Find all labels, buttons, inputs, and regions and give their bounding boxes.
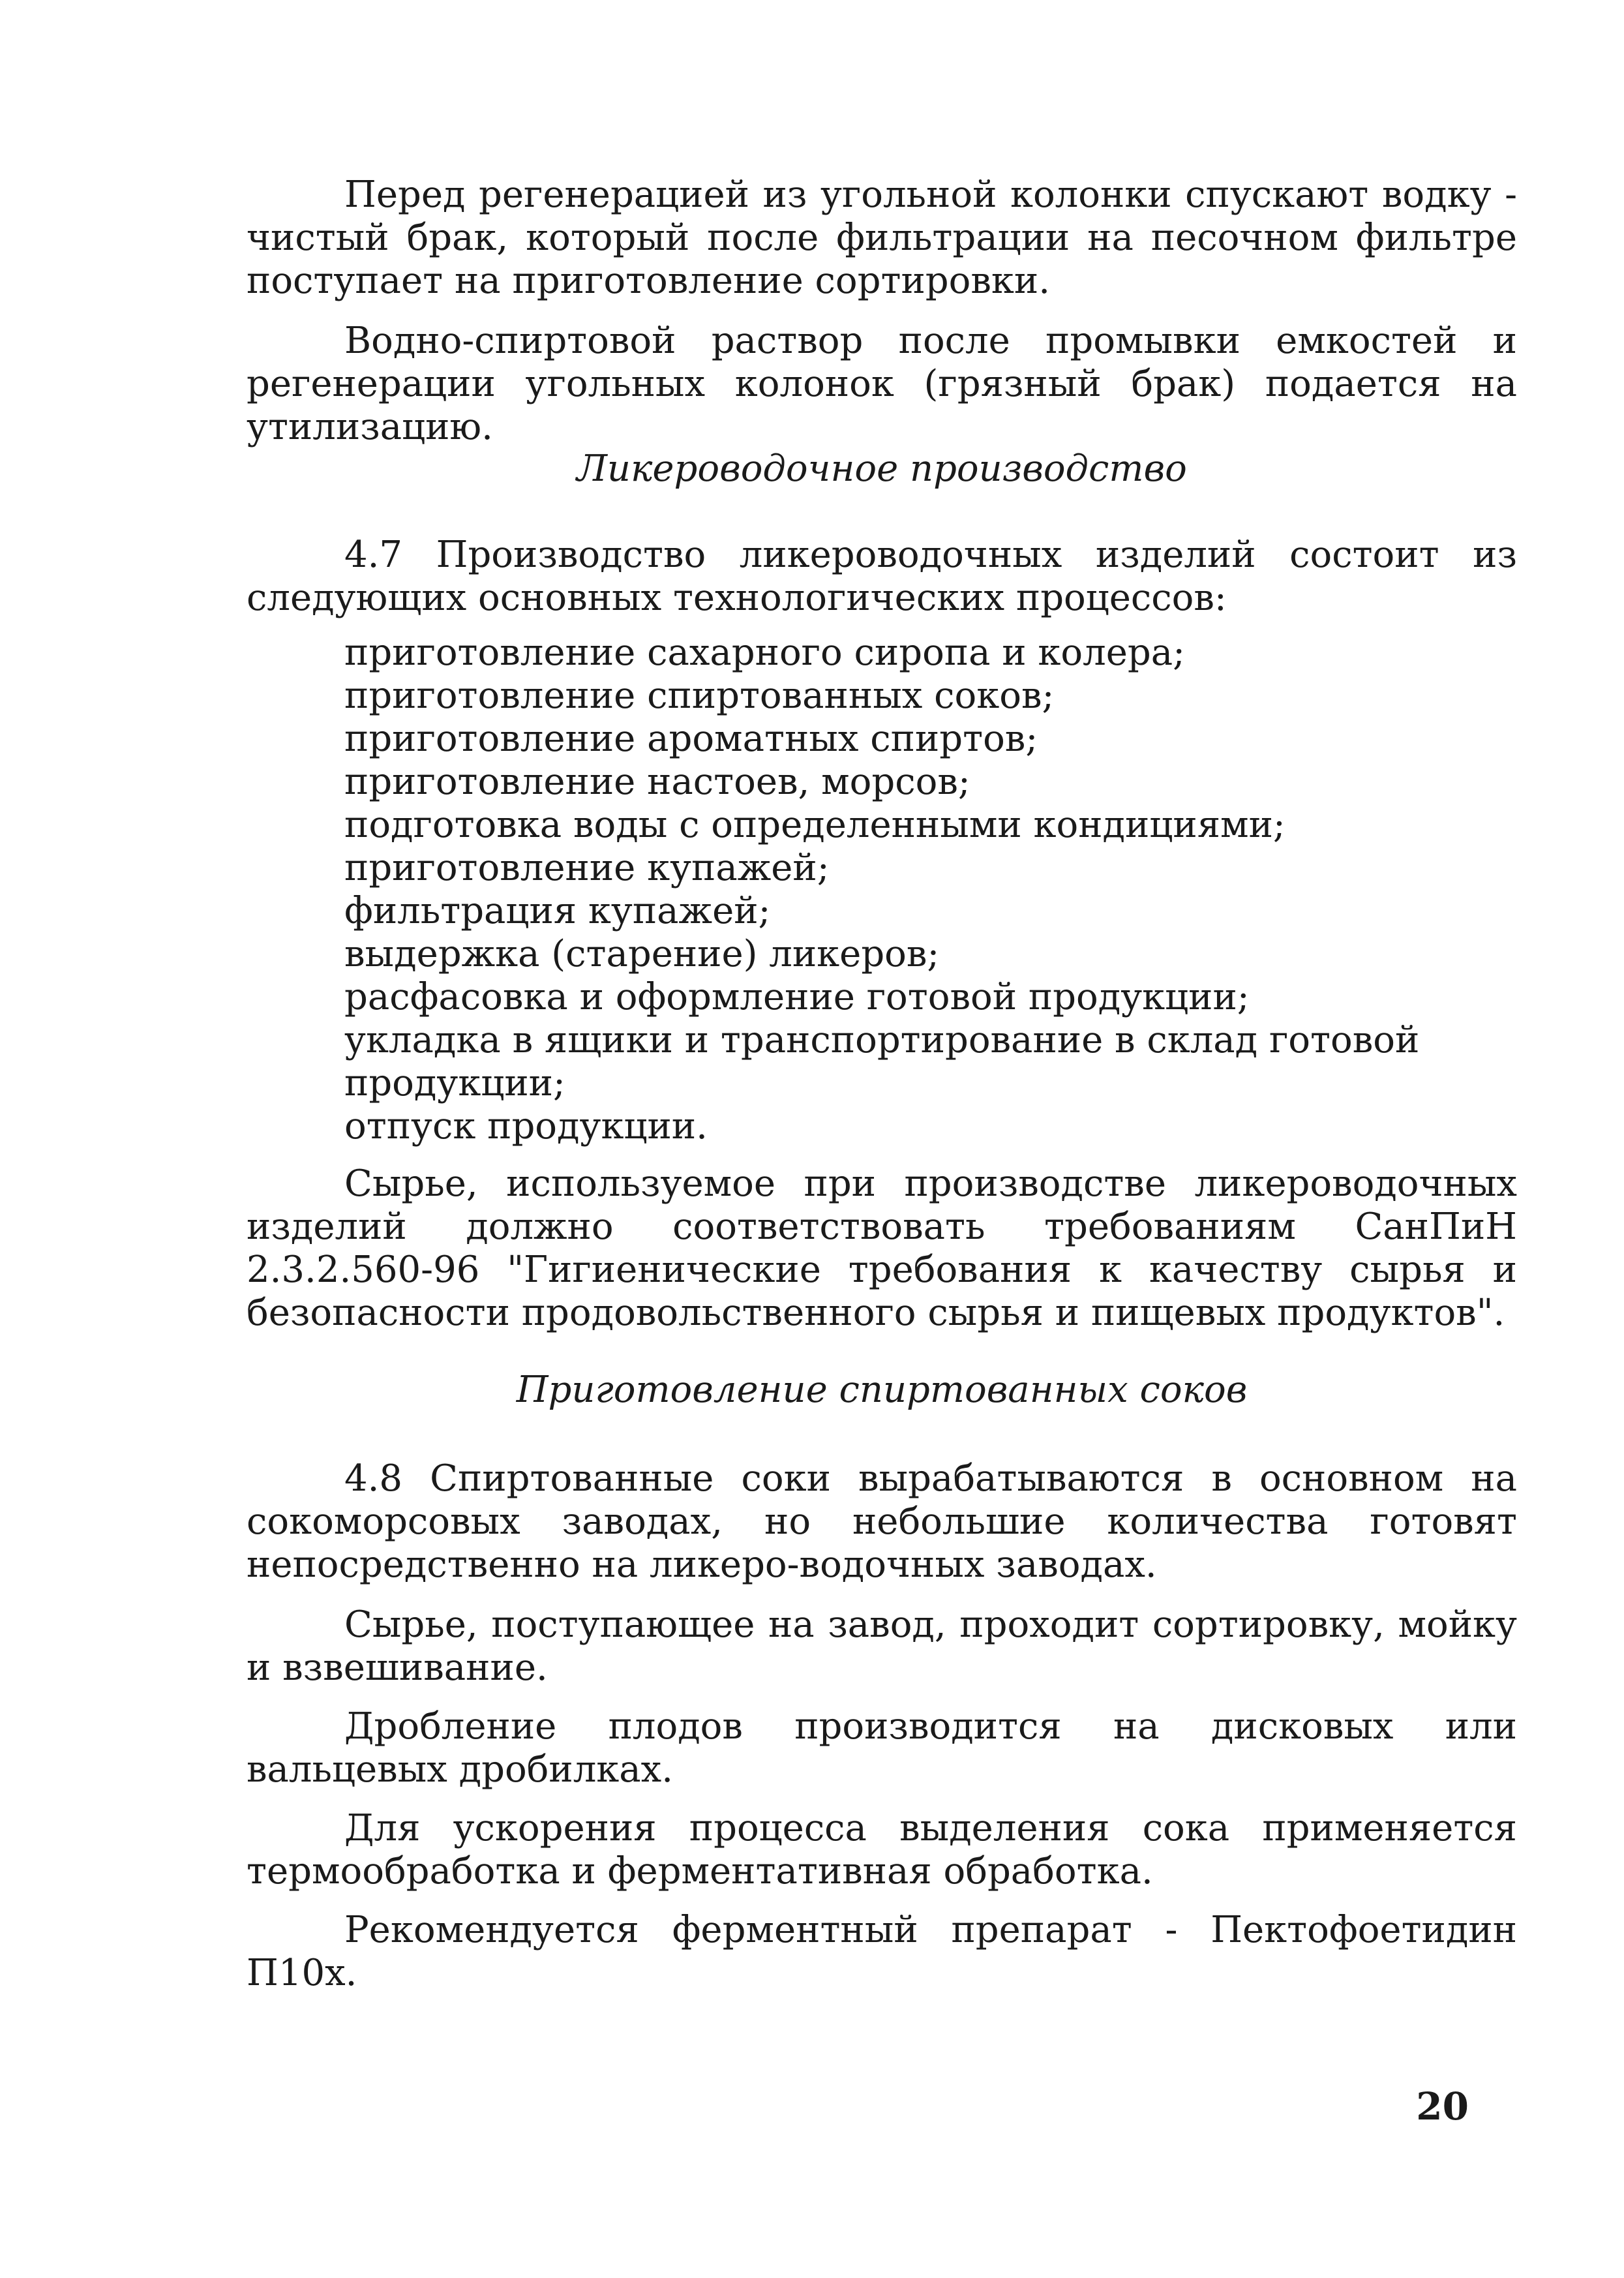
paragraph-4-7-intro: 4.7 Производство ликероводочных изделий состоит из следующих основных технологических процессов: — [247, 534, 1517, 619]
list-item: приготовление ароматных спиртов; — [344, 718, 1038, 760]
list-item: приготовление купажей; — [344, 847, 830, 889]
paragraph-4-8-juices: 4.8 Спиртованные соки вырабатываются в основном на сокоморсовых заводах, но небольшие количества готовят непосредственно на ликеро-водочных заводах. — [247, 1457, 1517, 1586]
paragraph-water-alcohol-solution: Водно-спиртовой раствор после промывки емкостей и регенерации угольных колонок (грязный брак) подается на утилизацию. — [247, 320, 1517, 448]
list-item: укладка в ящики и транспортирование в склад готовой продукции; — [344, 1019, 1420, 1104]
heading-fortified-juices: Приготовление спиртованных соков — [516, 1369, 1248, 1411]
list-item: приготовление спиртованных соков; — [344, 675, 1055, 717]
list-item: приготовление настоев, морсов; — [344, 761, 970, 803]
list-item: фильтрация купажей; — [344, 890, 771, 932]
paragraph-juice-extraction: Для ускорения процесса выделения сока применяется термообработка и ферментативная обработка. — [247, 1807, 1517, 1892]
heading-liqueur-production: Ликероводочное производство — [577, 448, 1187, 490]
paragraph-vodka-reject: Перед регенерацией из угольной колонки спускают водку - чистый брак, который после фильтрации на песочном фильтре поступает на приготовление сортировки. — [247, 174, 1517, 302]
paragraph-raw-materials-requirements: Сырье, используемое при производстве ликероводочных изделий должно соответствовать требованиям СанПиН 2.3.2.560-96 "Гигиенические требования к качеству сырья и безопасности продовольственного сырья и пищевых продуктов". — [247, 1162, 1517, 1334]
list-item: подготовка воды с определенными кондициями; — [344, 804, 1286, 846]
process-list — [344, 631, 1517, 1148]
list-item: расфасовка и оформление готовой продукции; — [344, 976, 1250, 1018]
paragraph-raw-sorting: Сырье, поступающее на завод, проходит сортировку, мойку и взвешивание. — [247, 1603, 1517, 1689]
page-number: 20 — [1416, 2084, 1469, 2129]
list-item: выдержка (старение) ликеров; — [344, 933, 940, 975]
list-item: приготовление сахарного сиропа и колера; — [344, 631, 1185, 674]
list-item: отпуск продукции. — [344, 1105, 708, 1147]
paragraph-enzyme-preparation: Рекомендуется ферментный препарат - Пектофоетидин П10х. — [247, 1909, 1517, 1994]
paragraph-fruit-crushing: Дробление плодов производится на дисковых или вальцевых дробилках. — [247, 1705, 1517, 1791]
